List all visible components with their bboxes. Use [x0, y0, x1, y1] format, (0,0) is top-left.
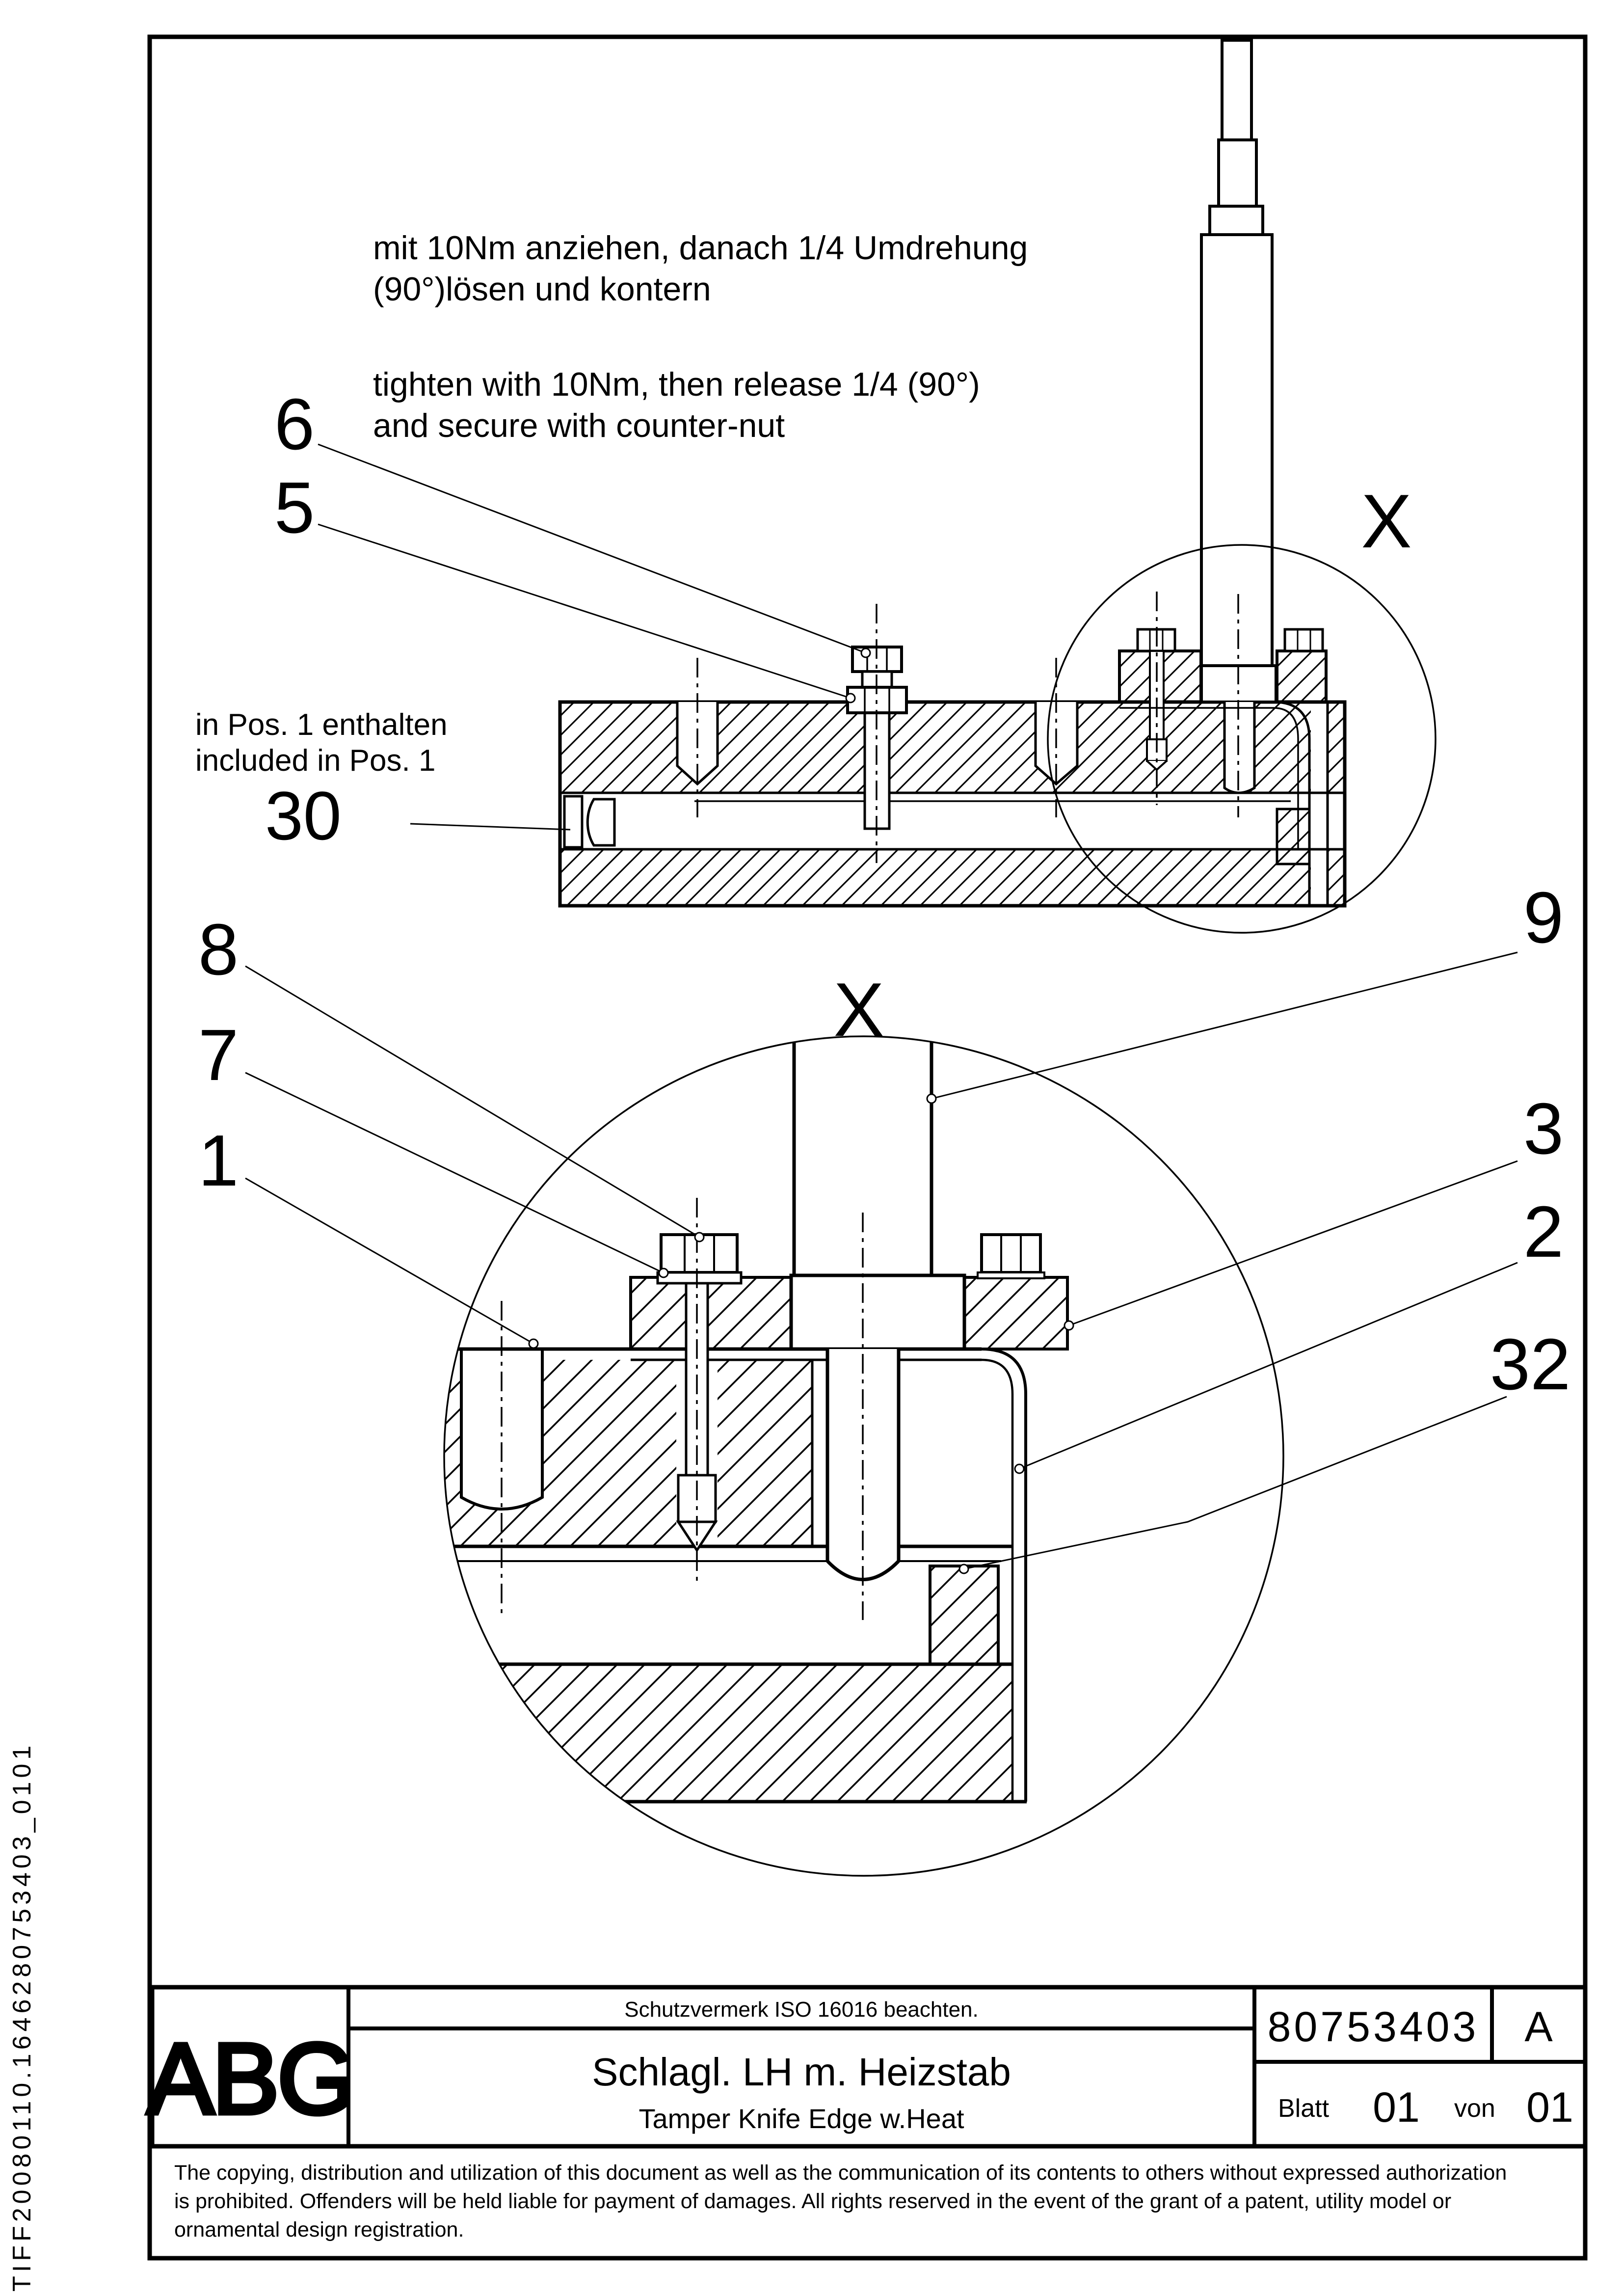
torque-note-de-line1: mit 10Nm anziehen, danach 1/4 Umdrehung	[373, 229, 1028, 267]
upper-section-view	[560, 40, 1436, 933]
torque-note-english	[373, 366, 980, 444]
drawing-title-de: Schlagl. LH m. Heizstab	[592, 2050, 1011, 2094]
callout-9: 9	[1523, 877, 1564, 958]
pos1-note-de: in Pos. 1 enthalten	[195, 708, 448, 742]
callout-1: 1	[198, 1120, 239, 1201]
upper-wedge-block	[1277, 809, 1309, 864]
legal-notice	[152, 2146, 1585, 2242]
torque-note-de-line2: (90°)lösen und kontern	[373, 270, 711, 308]
protection-note: Schutzvermerk ISO 16016 beachten.	[624, 1998, 979, 2022]
lower-clamp-right	[964, 1277, 1067, 1349]
company-logo: ABG	[147, 2023, 354, 2135]
revision: A	[1524, 2003, 1553, 2051]
detail-label-upper: X	[1361, 479, 1412, 564]
lower-clamp-left	[631, 1277, 791, 1349]
lower-rod-collar	[791, 1275, 964, 1349]
callout-3: 3	[1523, 1088, 1564, 1169]
torque-note-en-line1: tighten with 10Nm, then release 1/4 (90°)	[373, 366, 980, 403]
upper-rod-lower	[1224, 702, 1254, 793]
drawing-number: 80753403	[1267, 2003, 1479, 2051]
title-block	[147, 1987, 1585, 2146]
upper-plate-hatch	[560, 849, 1345, 906]
callout-5: 5	[274, 467, 315, 548]
legal-line-2: is prohibited. Offenders will be held liable for payment of damages. All rights reserved in the event of the grant of a patent, utility model or	[174, 2189, 1452, 2213]
pos1-note	[195, 708, 448, 778]
lower-wedge-block	[930, 1566, 998, 1664]
callout-6: 6	[274, 384, 315, 465]
drawing-title-en: Tamper Knife Edge w.Heat	[639, 2103, 964, 2134]
sheet-of-label: von	[1454, 2094, 1495, 2123]
torque-note-german	[373, 229, 1028, 308]
callout-2: 2	[1523, 1191, 1564, 1272]
heating-rod	[1201, 40, 1272, 666]
detail-label-lower: X	[833, 967, 884, 1052]
lower-plate-hatch	[432, 1664, 1012, 1802]
callout-8: 8	[198, 909, 239, 990]
sheet-number: 01	[1373, 2084, 1420, 2131]
torque-note-en-line2: and secure with counter-nut	[373, 407, 785, 444]
legal-line-1: The copying, distribution and utilization of this document as well as the communication of its contents to others without expressed authorization	[174, 2161, 1507, 2185]
callout-32: 32	[1490, 1324, 1571, 1405]
pos1-note-en: included in Pos. 1	[195, 744, 436, 778]
lower-clamp-bolt-right	[978, 1235, 1044, 1278]
legal-line-3: ornamental design registration.	[174, 2218, 464, 2242]
callout-7: 7	[198, 1015, 239, 1096]
sheet-label: Blatt	[1278, 2094, 1330, 2123]
sheet-total: 01	[1526, 2084, 1573, 2131]
side-file-label: TIFF20080110.1646280753403_0101	[8, 1741, 36, 2292]
end-cap-pos30	[564, 796, 614, 847]
callout-30: 30	[265, 777, 342, 854]
upper-clamp-right	[1277, 651, 1326, 702]
upper-clamp-bolt-right	[1285, 629, 1323, 651]
